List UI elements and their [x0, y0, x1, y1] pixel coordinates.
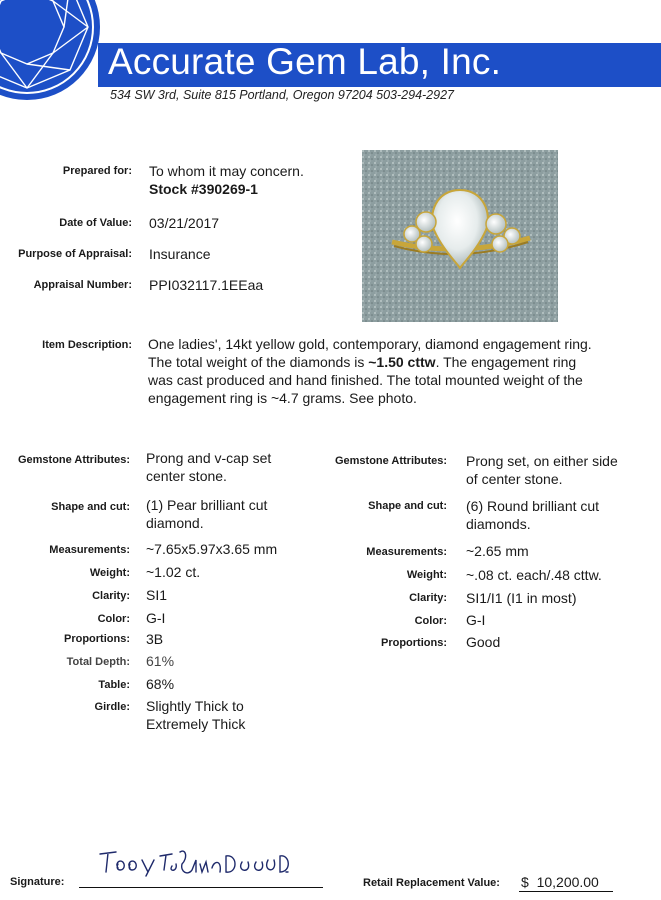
stock-number: Stock #390269-1 — [149, 181, 258, 197]
center-clarity: SI1 — [146, 587, 168, 603]
table-label: Table: — [98, 679, 130, 691]
signature-line — [79, 887, 323, 888]
side-attributes-line2: of center stone. — [466, 471, 563, 487]
center-color: G-I — [146, 610, 166, 626]
item-description-line2-pre: The total weight of the diamonds is — [148, 354, 369, 370]
retail-value: $ 10,200.00 — [521, 874, 599, 890]
appraisal-number-label: Appraisal Number: — [33, 279, 132, 291]
side-color: G-I — [466, 612, 486, 628]
prepared-for-value: To whom it may concern. — [149, 163, 304, 179]
item-description-line2 — [148, 353, 648, 371]
girdle-line2: Extremely Thick — [146, 716, 246, 732]
center-clarity-label: Clarity: — [92, 590, 130, 602]
company-logo — [0, 0, 102, 102]
girdle-line1: Slightly Thick to — [146, 698, 244, 714]
girdle-label: Girdle: — [94, 701, 130, 713]
handwritten-signature — [96, 842, 296, 882]
appraisal-number: PPI032117.1EEaa — [149, 277, 264, 293]
item-description-line3: was cast produced and hand finished. The total mounted weight of the — [148, 372, 583, 388]
center-color-label: Color: — [97, 613, 130, 625]
girdle-value — [146, 697, 245, 733]
side-weight-label: Weight: — [406, 569, 447, 581]
retail-value-line — [519, 891, 613, 892]
ring-photo — [362, 150, 558, 322]
center-shape — [146, 496, 267, 532]
side-weight: ~.08 ct. each/.48 cttw. — [466, 567, 602, 583]
center-measurements-label: Measurements: — [49, 544, 130, 556]
center-shape-line2: diamond. — [146, 515, 204, 531]
side-attributes-label: Gemstone Attributes: — [334, 455, 447, 467]
side-clarity: SI1/I1 (I1 in most) — [466, 590, 577, 606]
side-proportions: Good — [466, 634, 501, 650]
side-shape — [466, 497, 599, 533]
center-weight-label: Weight: — [89, 567, 130, 579]
center-weight: ~1.02 ct. — [146, 564, 201, 580]
item-description-line2-post: . The engagement ring — [435, 354, 577, 370]
center-proportions-label: Proportions: — [64, 633, 130, 645]
retail-value-label: Retail Replacement Value: — [363, 877, 500, 889]
center-attributes-line2: center stone. — [146, 468, 227, 484]
purpose-label: Purpose of Appraisal: — [18, 248, 132, 260]
item-description — [148, 335, 648, 407]
item-description-label: Item Description: — [42, 339, 132, 351]
item-description-line1: One ladies', 14kt yellow gold, contemporary, diamond engagement ring. — [148, 336, 592, 352]
side-shape-label: Shape and cut: — [368, 500, 447, 512]
center-attributes-line1: Prong and v-cap set — [146, 450, 272, 466]
center-proportions: 3B — [146, 631, 164, 647]
item-description-line4: engagement ring is ~4.7 grams. See photo. — [148, 390, 417, 406]
center-measurements: ~7.65x5.97x3.65 mm — [146, 541, 278, 557]
signature-label: Signature: — [10, 876, 65, 888]
prepared-for-label: Prepared for: — [62, 165, 132, 177]
side-measurements: ~2.65 mm — [466, 543, 529, 559]
table-value: 68% — [146, 676, 175, 692]
company-name: Accurate Gem Lab, Inc. — [108, 41, 502, 82]
center-attributes-label: Gemstone Attributes: — [17, 454, 130, 466]
side-shape-line2: diamonds. — [466, 516, 531, 532]
total-depth: 61% — [146, 653, 175, 669]
side-attributes — [466, 452, 618, 488]
date-of-value: 03/21/2017 — [149, 215, 220, 231]
date-of-value-label: Date of Value: — [59, 217, 132, 229]
side-color-label: Color: — [414, 615, 447, 627]
center-attributes — [146, 449, 271, 485]
side-proportions-label: Proportions: — [381, 637, 447, 649]
total-diamond-weight: ~1.50 cttw — [368, 354, 436, 370]
side-clarity-label: Clarity: — [409, 592, 447, 604]
side-attributes-line1: Prong set, on either side — [466, 453, 618, 469]
total-depth-label: Total Depth: — [66, 656, 130, 668]
center-shape-line1: (1) Pear brilliant cut — [146, 497, 268, 513]
company-address: 534 SW 3rd, Suite 815 Portland, Oregon 97204 503-294-2927 — [110, 88, 454, 102]
side-shape-line1: (6) Round brilliant cut — [466, 498, 600, 514]
purpose-value: Insurance — [149, 246, 211, 262]
side-measurements-label: Measurements: — [366, 546, 447, 558]
center-shape-label: Shape and cut: — [51, 501, 130, 513]
